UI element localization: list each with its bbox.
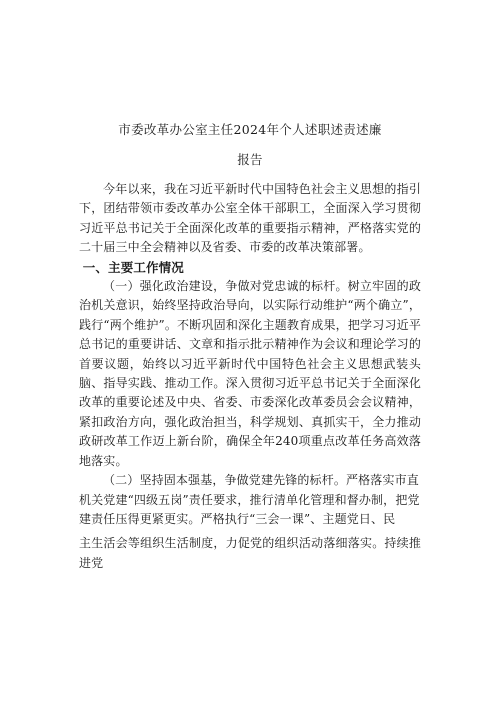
section-heading-main-work: 一、主要工作情况 xyxy=(82,259,184,275)
paragraph-political-building: （一）强化政治建设，争做对党忠诚的标杆。树立牢固的政治机关意识，始终坚持政治导向，以实际行动维护“两个确立”，践行“两个维护”。不断巩固和深化主题教育成果，把学习习近平总书记的重要讲话、文章和指示批示精神作为会议和理论学习的首要议题，始终以习近平新时代中国特色社会主义思想武装头脑、指导实践、推动工作。深入贯彻习近平总书记关于全面深化改革的重要论述及中央、省委、市委深化改革委员会会议精神，紧扣政治方向，强化政治担当，科学规划、真抓实干，全力推动政研改革工作迈上新台阶，确保全年240项重点改革任务高效落地落实。 xyxy=(79,279,421,468)
paragraph-party-building-continued: 主生活会等组织生活制度，力促党的组织活动落细落实。持续推进党 xyxy=(79,536,421,570)
intro-paragraph: 今年以来，我在习近平新时代中国特色社会主义思想的指引下，团结带领市委改革办公室全体干部职工，全面深入学习贯彻习近平总书记关于全面深化改革的重要指示精神，严格落实党的二十届三中全会精神以及省委、市委的改革决策部署。 xyxy=(79,182,421,255)
paragraph-party-building: （二）坚持固本强基，争做党建先锋的标杆。严格落实市直机关党建“四级五岗”责任要求，推行清单化管理和督办制，把党建责任压得更紧更实。严格执行“三会一课”、主题党日、民 xyxy=(79,473,420,526)
document-title-continued: 报告 xyxy=(237,152,263,167)
document-body xyxy=(79,180,421,573)
document-title: 市委改革办公室主任2024年个人述职述责述廉 xyxy=(118,122,382,137)
